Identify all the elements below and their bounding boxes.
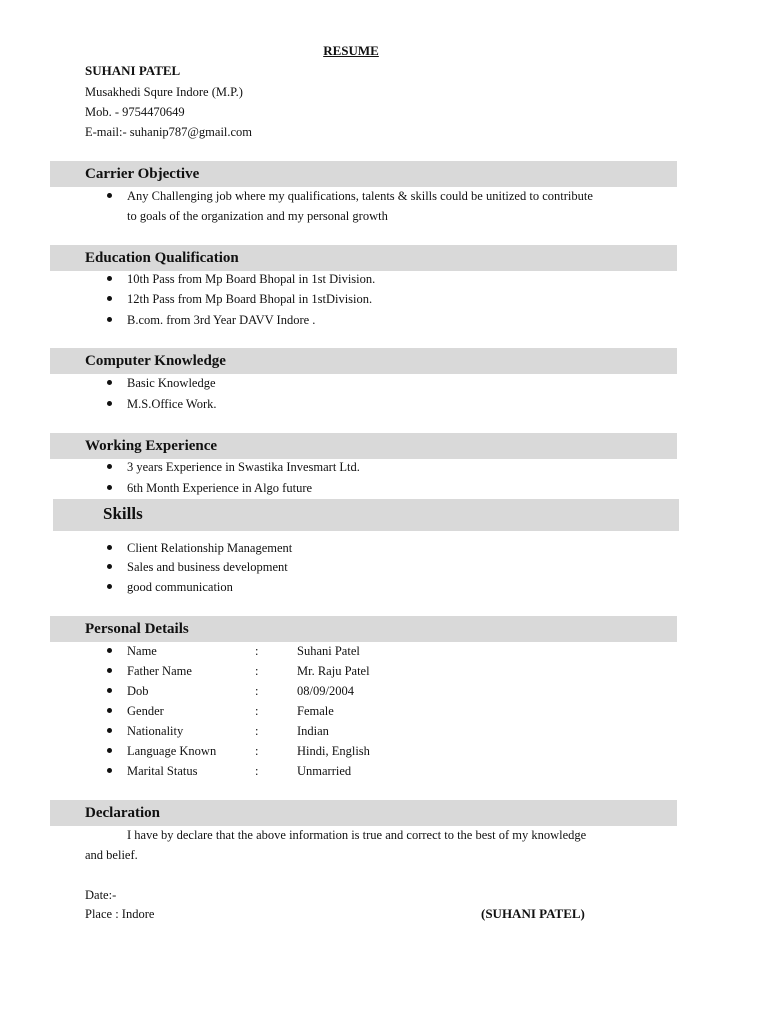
- personal-label: Marital Status: [127, 764, 198, 778]
- section-title: Education Qualification: [85, 250, 239, 266]
- personal-value: Female: [297, 704, 334, 718]
- section-header-objective: [50, 161, 677, 187]
- bullet-icon: [107, 193, 112, 198]
- email-address: E-mail:- suhanip787@gmail.com: [85, 125, 253, 139]
- signature-name: (SUHANI PATEL): [481, 906, 585, 921]
- education-item: 12th Pass from Mp Board Bhopal in 1stDivision.: [127, 292, 373, 306]
- section-title: Working Experience: [85, 438, 218, 454]
- separator: :: [255, 724, 259, 738]
- skill-item: good communication: [127, 580, 233, 594]
- declaration-text-line1: I have by declare that the above information is true and correct to the best of my knowledge: [127, 828, 587, 842]
- bullet-icon: [107, 688, 112, 693]
- separator: :: [255, 764, 259, 778]
- personal-label: Name: [127, 644, 157, 658]
- experience-item: 3 years Experience in Swastika Invesmart Ltd.: [127, 460, 360, 474]
- personal-value: Mr. Raju Patel: [297, 664, 370, 678]
- section-title: Computer Knowledge: [85, 353, 226, 369]
- separator: :: [255, 664, 259, 678]
- declaration-text-line2: and belief.: [85, 848, 138, 862]
- bullet-icon: [107, 584, 112, 589]
- objective-text-line1: Any Challenging job where my qualifications, talents & skills could be unitized to contribute: [127, 189, 593, 203]
- bullet-icon: [107, 296, 112, 301]
- mobile-number: Mob. - 9754470649: [85, 105, 185, 119]
- bullet-icon: [107, 485, 112, 490]
- personal-label: Father Name: [127, 664, 192, 678]
- personal-value: Unmarried: [297, 764, 352, 778]
- education-item: 10th Pass from Mp Board Bhopal in 1st Division.: [127, 272, 376, 286]
- resume-title: RESUME: [323, 43, 379, 58]
- skill-item: Client Relationship Management: [127, 541, 293, 555]
- section-header-experience: [50, 433, 677, 459]
- bullet-icon: [107, 380, 112, 385]
- bullet-icon: [107, 564, 112, 569]
- objective-text-line2: to goals of the organization and my personal growth: [127, 209, 388, 223]
- section-header-declaration: [50, 800, 677, 826]
- section-header-skills: [53, 499, 679, 531]
- separator: :: [255, 744, 259, 758]
- section-header-education: [50, 245, 677, 271]
- bullet-icon: [107, 708, 112, 713]
- section-title: Carrier Objective: [85, 166, 200, 182]
- date-label: Date:-: [85, 888, 117, 902]
- bullet-icon: [107, 545, 112, 550]
- bullet-icon: [107, 317, 112, 322]
- personal-value: Indian: [297, 724, 329, 738]
- separator: :: [255, 704, 259, 718]
- bullet-icon: [107, 748, 112, 753]
- bullet-icon: [107, 401, 112, 406]
- experience-item: 6th Month Experience in Algo future: [127, 481, 313, 495]
- personal-label: Language Known: [127, 744, 217, 758]
- personal-value: Hindi, English: [297, 744, 370, 758]
- bullet-icon: [107, 276, 112, 281]
- section-header-computer: [50, 348, 677, 374]
- personal-value: 08/09/2004: [297, 684, 354, 698]
- candidate-name: SUHANI PATEL: [85, 63, 181, 78]
- address: Musakhedi Squre Indore (M.P.): [85, 85, 243, 99]
- bullet-icon: [107, 464, 112, 469]
- bullet-icon: [107, 768, 112, 773]
- section-title: Personal Details: [85, 621, 189, 637]
- personal-label: Dob: [127, 684, 149, 698]
- section-title: Declaration: [85, 805, 160, 821]
- personal-value: Suhani Patel: [297, 644, 360, 658]
- education-item: B.com. from 3rd Year DAVV Indore .: [127, 313, 316, 327]
- bullet-icon: [107, 648, 112, 653]
- personal-label: Nationality: [127, 724, 184, 738]
- bullet-icon: [107, 668, 112, 673]
- place-label: Place : Indore: [85, 907, 155, 921]
- bullet-icon: [107, 728, 112, 733]
- section-title: Skills: [103, 504, 143, 523]
- separator: :: [255, 684, 259, 698]
- personal-label: Gender: [127, 704, 164, 718]
- skill-item: Sales and business development: [127, 560, 288, 574]
- separator: :: [255, 644, 259, 658]
- computer-item: Basic Knowledge: [127, 376, 216, 390]
- section-header-personal: [50, 616, 677, 642]
- computer-item: M.S.Office Work.: [127, 397, 217, 411]
